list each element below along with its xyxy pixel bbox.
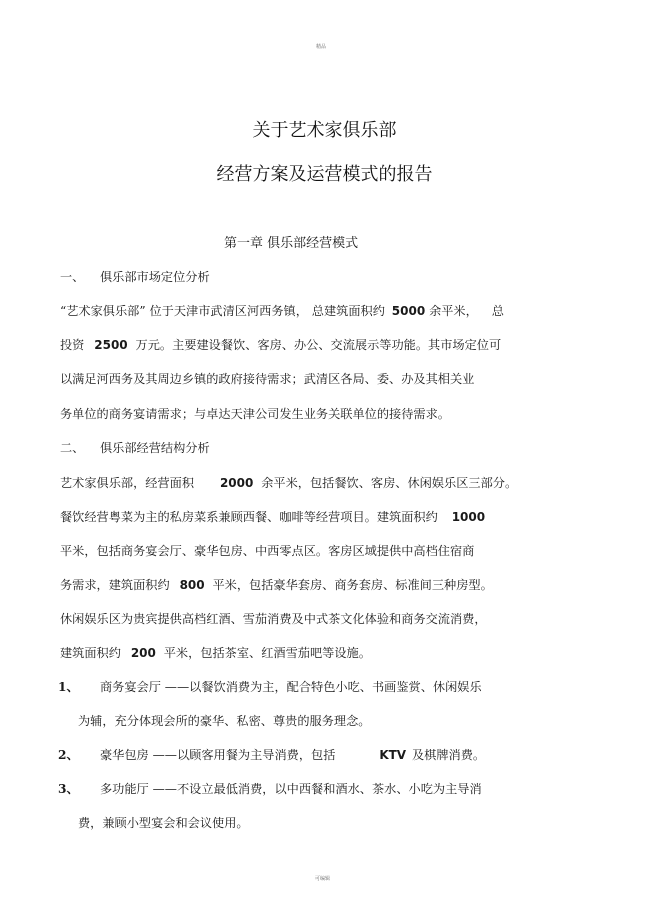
text-run: “艺术家俱乐部” 位于天津市武清区河西务镇， 总建筑面积约 — [60, 304, 385, 318]
number-run: 2500 — [94, 338, 128, 352]
text-run: 平米，包括豪华套房、商务套房、标准间三种房型。 — [212, 578, 493, 592]
item-2-number: 2、 — [58, 748, 79, 762]
title-line-1: 关于艺术家俱乐部 — [252, 120, 397, 141]
text-run: 豪华包房 ——以顾客用餐为主导消费，包括 — [100, 748, 336, 762]
section-2-heading: 俱乐部经营结构分析 — [100, 441, 210, 455]
text-run: 餐饮经营粤菜为主的私房菜系兼顾西餐、咖啡等经营项目。建筑面积约 — [60, 510, 438, 524]
number-run: 2000 — [219, 476, 254, 490]
item-2-line-1 — [100, 746, 485, 763]
number-run: 800 — [179, 578, 205, 592]
text-run: 万元。主要建设餐饮、客房、办公、交流展示等功能。其市场定位可 — [135, 338, 502, 352]
text-run: 务需求，建筑面积约 — [60, 578, 170, 592]
footer-mark: 可编辑 — [315, 876, 331, 882]
paragraph-line — [60, 302, 504, 319]
paragraph-line — [60, 508, 485, 525]
section-1-heading: 俱乐部市场定位分析 — [100, 270, 210, 284]
paragraph-line — [60, 644, 371, 661]
section-2-number: 二、 — [60, 441, 85, 455]
number-run: 200 — [130, 646, 156, 660]
header-mark: 精品 — [316, 44, 327, 50]
item-3-line-1: 多功能厅 ——不设立最低消费，以中西餐和酒水、茶水、小吃为主导消 — [100, 782, 482, 796]
title-line-2: 经营方案及运营模式的报告 — [216, 164, 433, 185]
paragraph-line: 以满足河西务及其周边乡镇的政府接待需求；武清区各局、委、办及其相关业 — [60, 372, 475, 386]
item-3-line-2: 费，兼顾小型宴会和会议使用。 — [78, 816, 249, 830]
text-run: 建筑面积约 — [60, 646, 121, 660]
item-1-number: 1、 — [58, 680, 79, 694]
section-1-number: 一、 — [60, 270, 85, 284]
item-3-number: 3、 — [58, 782, 79, 796]
ktv-run: KTV — [379, 748, 407, 762]
item-1-line-1: 商务宴会厅 ——以餐饮消费为主，配合特色小吃、书画鉴赏、休闲娱乐 — [100, 680, 482, 694]
number-run: 1000 — [451, 510, 486, 524]
text-run: 平米，包括茶室、红酒雪茄吧等设施。 — [163, 646, 371, 660]
item-1-line-2: 为辅，充分体现会所的豪华、私密、尊贵的服务理念。 — [78, 714, 371, 728]
text-run: 及棋牌消费。 — [411, 748, 486, 762]
paragraph-line — [60, 474, 517, 491]
text-run: 投资 — [60, 338, 85, 352]
paragraph-line: 务单位的商务宴请需求；与卓达天津公司发生业务关联单位的接待需求。 — [60, 407, 450, 421]
paragraph-line — [60, 336, 501, 353]
text-run: 总 — [491, 304, 504, 318]
chapter-heading: 第一章 俱乐部经营模式 — [224, 236, 359, 251]
paragraph-line: 平米，包括商务宴会厅、豪华包房、中西零点区。客房区域提供中高档住宿商 — [60, 544, 475, 558]
number-run: 5000 — [391, 304, 426, 318]
text-run: 艺术家俱乐部，经营面积 — [60, 476, 195, 490]
text-run: 余平米，包括餐饮、客房、休闲娱乐区三部分。 — [261, 476, 518, 490]
paragraph-line: 休闲娱乐区为贵宾提供高档红酒、雪茄消费及中式茶文化体验和商务交流消费， — [60, 612, 487, 626]
text-run: 余平米， — [429, 304, 478, 318]
paragraph-line — [60, 576, 493, 593]
